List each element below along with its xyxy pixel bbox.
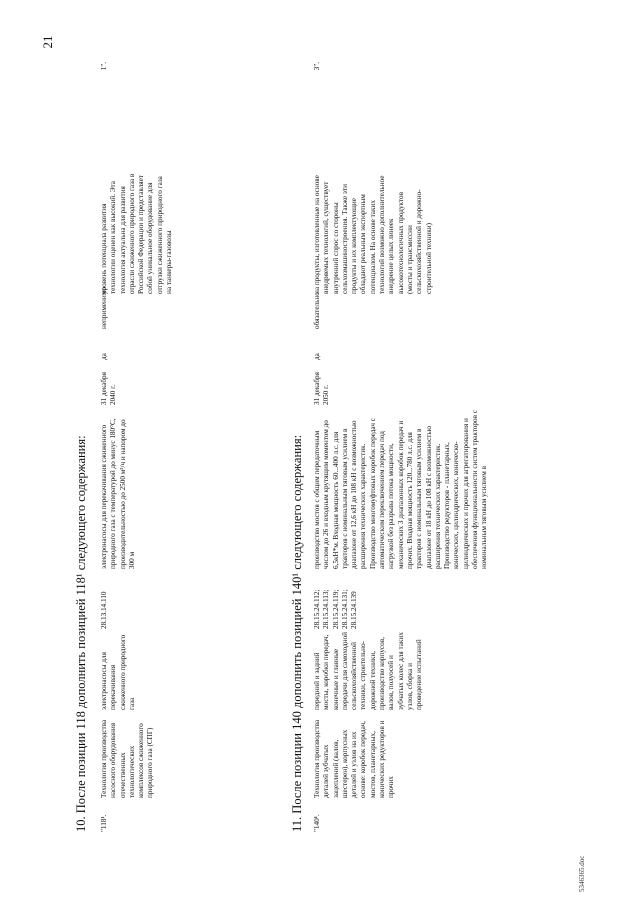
okpd-codes: 28.15.24.112; 28.15.24.113; 28.15.24.119; 28.15.24.131; 28.15.24.139 bbox=[313, 589, 359, 629]
okpd-codes: 28.13.14.110 bbox=[100, 591, 108, 629]
flag-value: да bbox=[100, 353, 108, 360]
position-number: "140¹. bbox=[313, 814, 321, 832]
technical-description: электронасосы для перекачивания сжиженного природного газа с температурой до минус 180°C, производительностью до 2500 м³/ч и напором до 300 м bbox=[100, 418, 136, 569]
end-mark: 3". bbox=[313, 62, 321, 71]
position-number: "118¹. bbox=[100, 814, 108, 832]
footer-file-code: 5346365.doc bbox=[578, 855, 586, 892]
product-list: передний и задний мосты, коробки передач, конечные и главные передачи для самоходной сельскохозяйственной техники, строительно-дорожной техники, производство корпусов, валов, полуосей и зубчатых колес для таких узлов, сборка и проведение испытаний bbox=[313, 632, 424, 710]
requirement-status: обязательно bbox=[313, 292, 321, 329]
deadline-date: 31 декабря 2050 г. bbox=[313, 372, 331, 405]
end-mark: 1". bbox=[100, 62, 108, 71]
table-row-118-1 bbox=[100, 22, 240, 882]
justification-text: на продукты, изготовленные на основе внедряемых технологий, существует внутренний спрос со стороны сельхозмашиностроения. Также эти продукты и их комплектующие обладают реальным экспортным потенциалом. На основе таких технологий возможно дополнительное внедрение целых линеек высокотехнологичных продуктов (мосты и трансмиссии сельскохозяйственной и дорожно-строительной техники) bbox=[313, 175, 433, 294]
justification-text: уровень потенциала развития технологии оценен как высокий. Эта технология актуальна для развития отрасли сжиженного природного газа в Российской Федерации и представляет собой уникальное оборудование для отгрузки сжиженного природного газа на танкеры-газовозы bbox=[100, 173, 174, 294]
page-number: 21 bbox=[40, 35, 55, 49]
flag-value: да bbox=[313, 353, 321, 360]
section-10-heading: 10. После позиции 118 дополнить позицией 118¹ следующего содержания: bbox=[74, 435, 88, 832]
technology-name: Технология производства деталей зубчатых зацеплений (валов, шестерен), корпусных деталей и узлов на их основе: коробок передач, мостов, планетарных, конических редукторов и прочих bbox=[313, 719, 396, 798]
rotated-content bbox=[40, 22, 600, 892]
requirement-status: неприменимо bbox=[100, 287, 108, 329]
deadline-date: 31 декабря 2040 г. bbox=[100, 372, 118, 405]
product-list: электронасосы для перекачивания сжиженного природного газа bbox=[100, 634, 136, 710]
table-row-140-1 bbox=[313, 22, 613, 882]
section-11-heading: 11. После позиции 140 дополнить позицией 140¹ следующего содержания: bbox=[290, 434, 304, 832]
technology-name: Технология производства насосного оборудования отечественных технологических комплексов сжиженного природного газа (СПГ) bbox=[100, 719, 155, 798]
technical-description: производство мостов с общим передаточным числом до 26 и входным крутящим моментом до 6,5кН*м. Входная мощность 60...400 л.с. для тракторов с номинальным тяговым усилием в диапазоне от 12,6 кН до 108 кН с возможностью расширения технических характеристик. Производство многомуфтовых коробок передач с автоматическим переключением передач под нагрузкой без разрыва потока мощности, механических 3 диапазонных коробок передач и прочих. Входная мощность 120...780 л.с. для тракторов с номинальным тяговым усилием в диапазоне от 18 кН до 108 кН с возможностью расширения технических характеристик. Производство редукторов - планетарных, конических, цилиндрических, коническо-цилиндрических и прочих для агрегатирования и обеспечения функциональности систем тракторов с номинальным тяговым усилием в bbox=[313, 410, 489, 569]
